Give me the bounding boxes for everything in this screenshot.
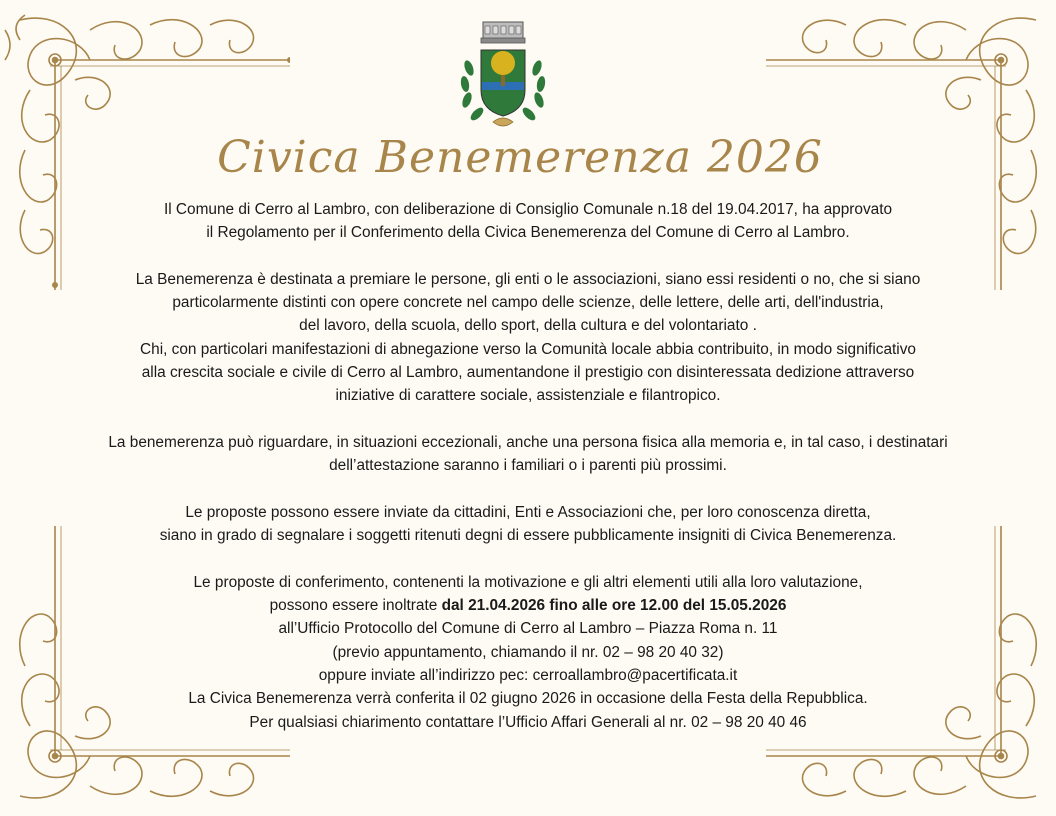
text-line: all’Ufficio Protocollo del Comune di Cerro al Lambro – Piazza Roma n. 11 xyxy=(278,620,778,638)
text-line: Le proposte di conferimento, contenenti la motivazione e gli altri elementi utili alla loro valutazione, xyxy=(193,573,863,591)
municipal-crest-icon xyxy=(453,18,553,138)
text-line: oppure inviate all’indirizzo pec: cerroallambro@pacertificata.it xyxy=(318,666,738,684)
text-line: dell’attestazione saranno i familiari o i parenti più prossimi. xyxy=(329,457,727,475)
text-line: La Benemerenza è destinata a premiare le persone, gli enti o le associazioni, siano essi residenti o no, che si siano xyxy=(135,270,921,288)
text-line: (previo appuntamento, chiamando il nr. 02 – 98 20 40 32) xyxy=(332,643,724,661)
document-body xyxy=(30,198,1026,734)
text-line: Le proposte possono essere inviate da cittadini, Enti e Associazioni che, per loro conoscenza diretta, xyxy=(185,503,871,521)
text-line: iniziative di carattere sociale, assistenziale e filantropico. xyxy=(335,387,721,405)
crown-icon xyxy=(481,22,525,43)
text-line: siano in grado di segnalare i soggetti ritenuti degni di essere pubblicamente insigniti di Civica Benemerenza. xyxy=(159,527,897,545)
text-line: Il Comune di Cerro al Lambro, con deliberazione di Consiglio Comunale n.18 del 19.04.2017, ha approvato xyxy=(163,201,893,218)
text-line: il Regolamento per il Conferimento della Civica Benemerenza del Comune di Cerro al Lambro. xyxy=(206,224,850,242)
text-span: possono essere inoltrate xyxy=(269,597,442,615)
deadline-dates: dal 21.04.2026 fino alle ore 12.00 del 15.05.2026 xyxy=(441,597,787,615)
text-line: del lavoro, della scuola, dello sport, della cultura e del volontariato . xyxy=(299,317,757,335)
text-line: particolarmente distinti con opere concrete nel campo delle scienze, delle lettere, delle arti, dell'industria, xyxy=(172,294,884,312)
text-line: La Civica Benemerenza verrà conferita il 02 giugno 2026 in occasione della Festa della Repubblica. xyxy=(188,690,868,708)
text-line: alla crescita sociale e civile di Cerro al Lambro, aumentandone il prestigio con disinteressata dedizione attraverso xyxy=(141,364,915,382)
text-line: La benemerenza può riguardare, in situazioni eccezionali, anche una persona fisica alla memoria e, in tal caso, i destinatari xyxy=(108,433,948,451)
text-line: Per qualsiasi chiarimento contattare l’Ufficio Affari Generali al nr. 02 – 98 20 40 46 xyxy=(249,713,807,731)
text-line xyxy=(30,594,1026,617)
text-line: Chi, con particolari manifestazioni di abnegazione verso la Comunità locale abbia contribuito, in modo significativo xyxy=(140,340,916,358)
page-title: Civica Benemerenza 2026 xyxy=(217,132,823,183)
